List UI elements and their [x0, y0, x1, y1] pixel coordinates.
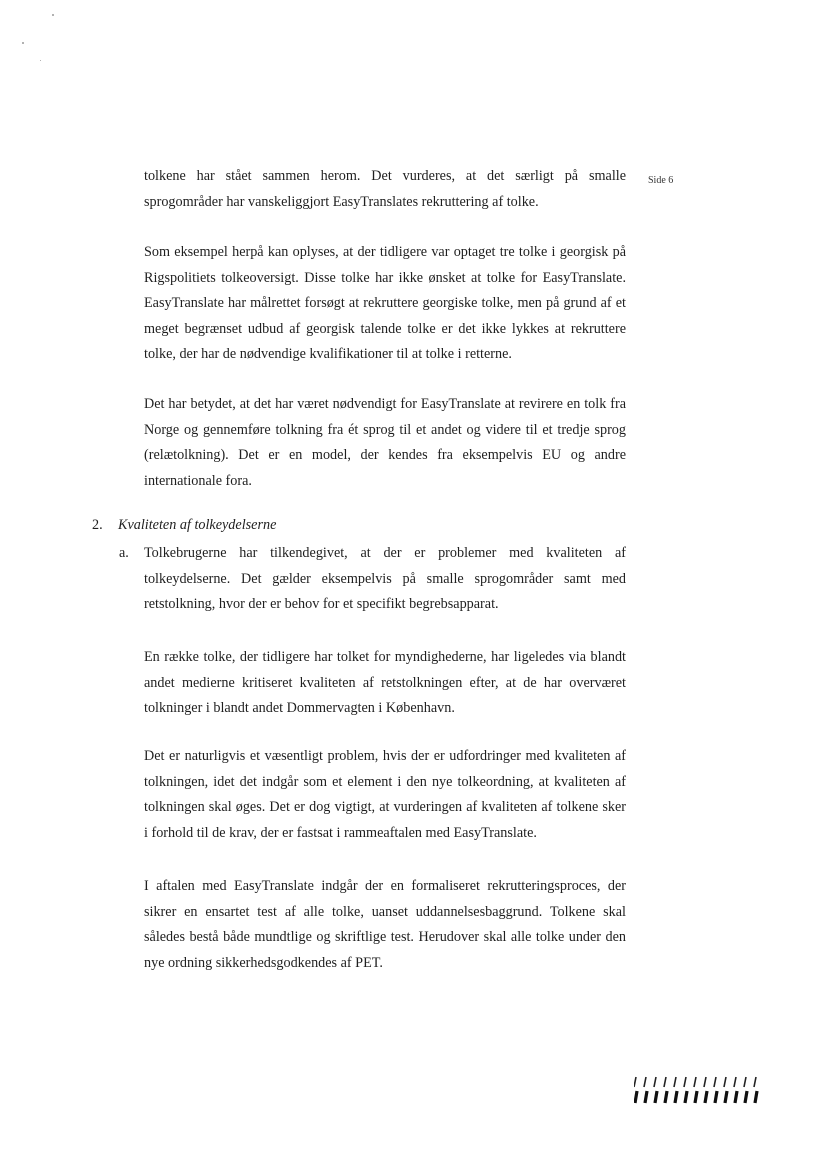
list-marker-a: a. — [119, 545, 129, 561]
section-heading — [92, 517, 276, 534]
item-a-paragraph-4: I aftalen med EasyTranslate indgår der en formaliseret rekrutteringsproces, der sikrer en ensartet test af alle tolke, uanset uddannelsesbaggrund. Tolkene skal således bestå både mundtlige og skriftlige test. Herudover skal alle tolke under den nye ordning sikkerhedsgodkendes af PET. — [144, 878, 626, 971]
scan-speck — [52, 14, 54, 16]
body-paragraph-2: Som eksempel herpå kan oplyses, at der tidligere var optaget tre tolke i georgisk på Rigspolitiets tolkeoversigt. Disse tolke har ikke ønsket at tolke for EasyTranslate. EasyTranslate har målrettet forsøgt at rekruttere georgiske tolke, men på grund af et meget begrænset udbud af georgisk talende tolke er det ikke lykkes at rekruttere tolke, der har de nødvendige kvalifikationer til at tolke i retterne. — [144, 244, 626, 362]
section-title: Kvaliteten af tolkeydelserne — [118, 517, 277, 533]
section-number: 2. — [92, 517, 103, 533]
item-a-paragraph-3: Det er naturligvis et væsentligt problem, hvis der er udfordringer med kvaliteten af tolkningen, idet det indgår som et element i den nye tolkeordning, at kvaliteten af tolkningen skal øges. Det er dog vigtigt, at vurderingen af kvaliteten af tolkene sker i forhold til de krav, der er fastsat i rammeaftalen med EasyTranslate. — [144, 748, 626, 841]
item-a-paragraph-2: En række tolke, der tidligere har tolket for myndighederne, har ligeledes via blandt andet medierne kritiseret kvaliteten af retstolkningen efter, at de har overværet tolkninger i blandt andet Dommervagten i København. — [144, 649, 626, 716]
body-paragraph-1: tolkene har stået sammen herom. Det vurderes, at det særligt på smalle sprogområder har vanskeliggjort EasyTranslates rekruttering af tolke. — [144, 168, 626, 210]
item-a-paragraph-1: Tolkebrugerne har tilkendegivet, at der er problemer med kvaliteten af tolkeydelserne. Det gælder eksempelvis på smalle sprogområder samt med retstolkning, hvor der er behov for et specifikt begrebsapparat. — [144, 545, 626, 612]
page-number: Side 6 — [648, 175, 674, 186]
scan-speck — [40, 60, 41, 61]
barcode-icon — [634, 1075, 766, 1105]
body-paragraph-3: Det har betydet, at det har været nødvendigt for EasyTranslate at revirere en tolk fra Norge og gennemføre tolkning fra ét sprog til et andet og videre til et tredje sprog (relætolkning). Det er en model, der kendes fra eksempelvis EU og andre internationale fora. — [144, 396, 626, 489]
scan-speck — [22, 42, 24, 44]
